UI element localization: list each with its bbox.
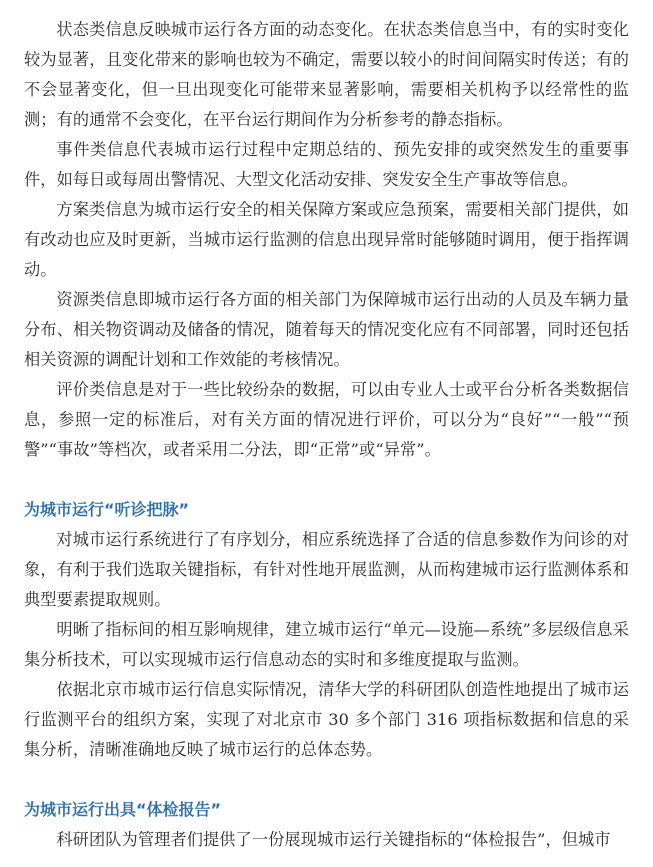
- paragraph-event-info: 事件类信息代表城市运行过程中定期总结的、预先安排的或突然发生的重要事件，如每日或每周出警情况、大型文化活动安排、突发安全生产事故等信息。: [24, 140, 629, 189]
- section-heading-checkup-report: 为城市运行出具“体检报告”: [24, 800, 222, 819]
- paragraph-report-intro: 科研团队为管理者们提供了一份展现城市运行关键指标的“体检报告”，但城市: [56, 830, 611, 849]
- paragraph-plan-info: 方案类信息为城市运行安全的相关保障方案或应急预案，需要相关部门提供，如有改动也应及时更新，当城市运行监测的信息出现异常时能够随时调用，便于指挥调动。: [24, 200, 629, 279]
- paragraph-indicator-rules: 明晰了指标间的相互影响规律，建立城市运行“单元—设施—系统”多层级信息采集分析技术，可以实现城市运行信息动态的实时和多维度提取与监测。: [24, 620, 629, 669]
- section-checkup-report: [24, 795, 629, 855]
- paragraph-beijing-platform: 依据北京市城市运行信息实际情况，清华大学的科研团队创造性地提出了城市运行监测平台的组织方案，实现了对北京市 30 多个部门 316 项指标数据和信息的采集分析，清晰准确地反映了城市运行的总体态势。: [24, 680, 629, 759]
- section-info-types: [24, 0, 629, 465]
- paragraph-status-info: 状态类信息反映城市运行各方面的动态变化。在状态类信息当中，有的实时变化较为显著，且变化带来的影响也较为不确定，需要以较小的时间间隔实时传送；有的不会显著变化，但一旦出现变化可能带来显著影响，需要相关机构予以经常性的监测；有的通常不会变化，在平台运行期间作为分析参考的静态指标。: [24, 20, 629, 129]
- paragraph-system-division: 对城市运行系统进行了有序划分，相应系统选择了合适的信息参数作为问诊的对象，有利于我们选取关键指标，有针对性地开展监测，从而构建城市运行监测体系和典型要素提取规则。: [24, 530, 629, 609]
- paragraph-evaluation-info: 评价类信息是对于一些比较纷杂的数据，可以由专业人士或平台分析各类数据信息，参照一定的标准后，对有关方面的情况进行评价，可以分为“良好”“一般”“预警”“事故”等档次，或者采用二分法，即“正常”或“异常”。: [24, 380, 629, 459]
- section-diagnosis: [24, 495, 629, 765]
- section-heading-diagnosis: 为城市运行“听诊把脉”: [24, 500, 190, 519]
- paragraph-resource-info: 资源类信息即城市运行各方面的相关部门为保障城市运行出动的人员及车辆力量分布、相关物资调动及储备的情况，随着每天的情况变化应有不同部署，同时还包括相关资源的调配计划和工作效能的考核情况。: [24, 290, 629, 369]
